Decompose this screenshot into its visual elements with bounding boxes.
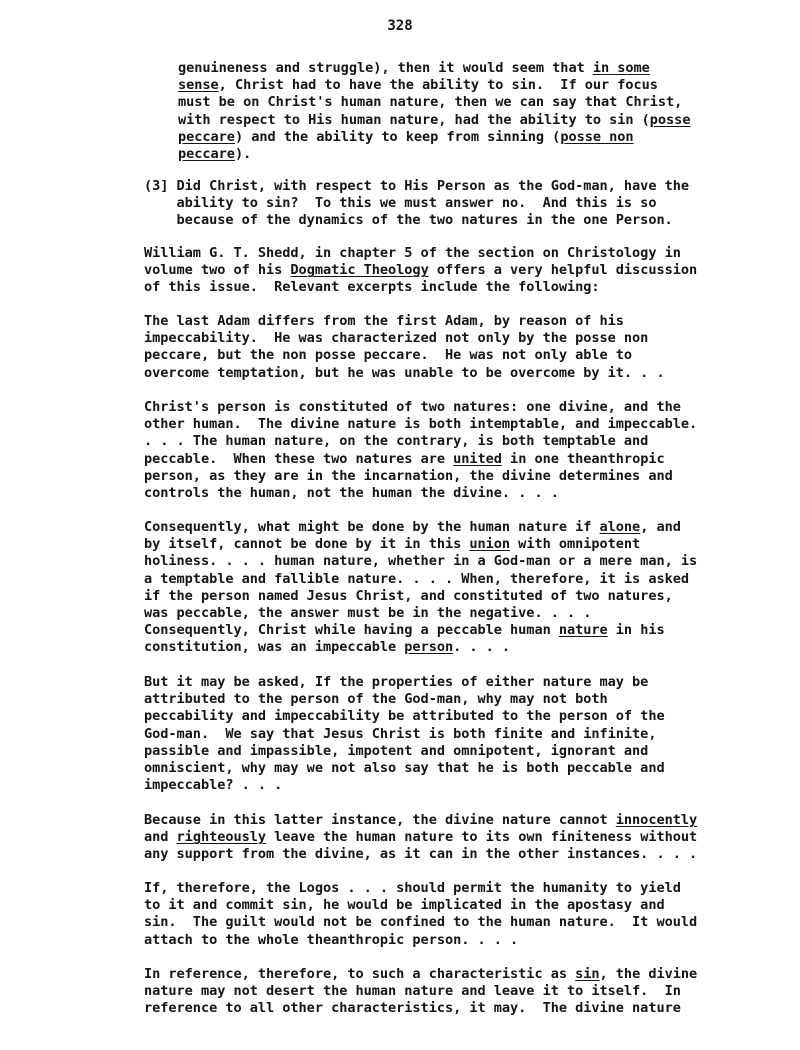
text-line xyxy=(144,708,665,725)
text-line xyxy=(178,94,690,111)
text-segment: any support from the divine, as it can in the other instances. . . . xyxy=(144,846,698,863)
text-segment: If, therefore, the Logos . . . should permit the humanity to yield xyxy=(144,880,681,896)
text-line xyxy=(144,760,665,777)
quote-latter-instance xyxy=(144,812,697,864)
text-segment: ) and the ability to keep from sinning ( xyxy=(234,128,561,145)
text-segment: volume two of his xyxy=(144,262,291,279)
paragraph-point-3 xyxy=(144,178,689,230)
underlined-text: Dogmatic Theology xyxy=(290,262,429,279)
text-line xyxy=(144,433,697,450)
underlined-text: righteously xyxy=(176,829,267,846)
underlined-text: alone xyxy=(599,519,641,535)
text-line xyxy=(144,451,697,468)
text-segment: omniscient, why may we not also say that he is both peccable and xyxy=(144,759,665,776)
underlined-text: nature xyxy=(558,622,608,639)
text-segment: . . . . xyxy=(453,639,511,656)
text-line xyxy=(144,468,697,485)
paragraph-christ-ability-to-sin xyxy=(178,60,690,163)
text-line xyxy=(178,60,690,77)
text-segment: peccare, but the non posse peccare. He was not only able to xyxy=(144,347,633,364)
text-segment: person, as they are in the incarnation, the divine determines and xyxy=(144,467,673,484)
text-segment: with respect to His human nature, had the ability to sin ( xyxy=(178,111,650,128)
text-segment: In reference, therefore, to such a characteristic as xyxy=(144,966,576,982)
text-line xyxy=(144,536,697,553)
text-line xyxy=(144,726,665,743)
text-line xyxy=(144,262,697,279)
underlined-text: peccare xyxy=(178,145,235,162)
underlined-text: united xyxy=(453,450,502,467)
underlined-text: person xyxy=(404,639,454,656)
text-segment: impeccable? . . . xyxy=(144,777,283,794)
text-segment: impeccability. He was characterized not only by the posse non xyxy=(144,330,649,347)
text-segment: other human. The divine nature is both intemptable, and impeccable. xyxy=(144,416,698,433)
text-segment: passible and impassible, impotent and omnipotent, ignorant and xyxy=(144,742,649,759)
text-segment: overcome temptation, but he was unable to be overcome by it. . . xyxy=(144,364,665,381)
text-segment: if the person named Jesus Christ, and constituted of two natures, xyxy=(144,587,673,604)
text-line xyxy=(144,1000,697,1017)
text-segment: and xyxy=(144,829,177,846)
text-line xyxy=(144,588,697,605)
text-segment: God-man. We say that Jesus Christ is both finite and infinite, xyxy=(144,725,657,742)
text-line xyxy=(144,674,665,691)
text-line xyxy=(144,966,697,983)
text-line xyxy=(144,330,665,347)
text-segment: attach to the whole theanthropic person. . . . xyxy=(144,931,519,948)
quote-last-adam xyxy=(144,313,665,382)
quote-two-natures xyxy=(144,399,697,502)
text-line xyxy=(178,112,690,129)
text-segment: reference to all other characteristics, it may. The divine nature xyxy=(144,1000,681,1017)
text-line xyxy=(144,829,697,846)
text-line xyxy=(144,195,689,212)
text-line xyxy=(144,812,697,829)
text-line xyxy=(178,146,690,163)
paragraph-shedd-intro xyxy=(144,245,697,297)
text-segment: offers a very helpful discussion xyxy=(428,262,698,279)
underlined-text: in some xyxy=(592,60,650,76)
text-segment: attributed to the person of the God-man, why may not both xyxy=(144,691,608,708)
text-line xyxy=(144,914,697,931)
underlined-text: sense xyxy=(178,77,219,94)
quote-logos xyxy=(144,880,697,949)
text-segment: William G. T. Shedd, in chapter 5 of the section on Christology in xyxy=(144,245,681,261)
text-segment: constitution, was an impeccable xyxy=(144,639,405,656)
text-line xyxy=(144,399,697,416)
text-line xyxy=(144,212,689,229)
text-line xyxy=(144,313,665,330)
text-line xyxy=(178,77,690,94)
text-segment: , and xyxy=(640,519,681,535)
text-line xyxy=(144,777,665,794)
text-line xyxy=(144,365,665,382)
underlined-text: innocently xyxy=(615,812,698,828)
underlined-text: sin xyxy=(575,966,600,982)
text-segment: was peccable, the answer must be in the negative. . . . xyxy=(144,604,592,621)
text-line xyxy=(144,178,689,195)
text-line xyxy=(144,743,665,760)
text-segment: nature may not desert the human nature and leave it to itself. In xyxy=(144,983,681,1000)
text-segment: Because in this latter instance, the divine nature cannot xyxy=(144,812,616,828)
text-line xyxy=(178,129,690,146)
text-segment: Consequently, what might be done by the human nature if xyxy=(144,519,600,535)
text-segment: . . . The human nature, on the contrary, is both temptable and xyxy=(144,433,649,450)
text-line xyxy=(144,897,697,914)
text-segment: must be on Christ's human nature, then we can say that Christ, xyxy=(178,94,683,111)
text-segment: ability to sin? To this we must answer no. And this is so xyxy=(144,195,657,212)
text-segment: in his xyxy=(607,622,665,639)
underlined-text: peccare xyxy=(178,128,235,145)
text-line xyxy=(144,932,697,949)
underlined-text: posse xyxy=(649,111,691,128)
text-line xyxy=(144,983,697,1000)
text-line xyxy=(144,622,697,639)
text-line xyxy=(144,519,697,536)
text-line xyxy=(144,485,697,502)
text-segment: to it and commit sin, he would be implicated in the apostasy and xyxy=(144,897,665,914)
text-segment: ). xyxy=(234,145,252,162)
text-segment: genuineness and struggle), then it would seem that xyxy=(178,60,593,76)
text-line xyxy=(144,245,697,262)
text-segment: , the divine xyxy=(599,966,698,982)
text-line xyxy=(144,639,697,656)
text-line xyxy=(144,553,697,570)
text-segment: Consequently, Christ while having a peccable human xyxy=(144,622,559,639)
text-segment: Christ's person is constituted of two natures: one divine, and the xyxy=(144,399,681,415)
text-segment: of this issue. Relevant excerpts include the following: xyxy=(144,279,600,296)
text-segment: controls the human, not the human the divine. . . . xyxy=(144,484,559,501)
text-segment: with omnipotent xyxy=(510,536,641,553)
text-segment: , Christ had to have the ability to sin. If our focus xyxy=(218,77,658,94)
text-segment: because of the dynamics of the two natures in the one Person. xyxy=(144,212,673,229)
underlined-text: posse non xyxy=(560,128,634,145)
text-segment: (3] Did Christ, with respect to His Person as the God-man, have the xyxy=(144,178,689,194)
text-segment: But it may be asked, If the properties of either nature may be xyxy=(144,674,649,690)
text-segment: leave the human nature to its own finiteness without xyxy=(266,829,698,846)
text-segment: by itself, cannot be done by it in this xyxy=(144,536,470,553)
text-line xyxy=(144,347,665,364)
text-line xyxy=(144,846,697,863)
text-segment: sin. The guilt would not be confined to the human nature. It would xyxy=(144,914,698,931)
quote-consequently xyxy=(144,519,697,657)
underlined-text: union xyxy=(469,536,511,553)
text-segment: holiness. . . . human nature, whether in a God-man or a mere man, is xyxy=(144,553,698,570)
page-number: 328 xyxy=(387,18,413,34)
text-segment: peccable. When these two natures are xyxy=(144,450,454,467)
text-line xyxy=(144,880,697,897)
text-segment: in one theanthropic xyxy=(501,450,665,467)
text-line xyxy=(144,416,697,433)
quote-reference-sin xyxy=(144,966,697,1018)
text-line xyxy=(144,605,697,622)
text-line xyxy=(144,571,697,588)
text-line xyxy=(144,279,697,296)
text-segment: peccability and impeccability be attributed to the person of the xyxy=(144,708,665,725)
quote-but-it-may-be-asked xyxy=(144,674,665,794)
text-segment: a temptable and fallible nature. . . . When, therefore, it is asked xyxy=(144,570,689,587)
text-line xyxy=(144,691,665,708)
text-segment: The last Adam differs from the first Adam, by reason of his xyxy=(144,313,624,329)
